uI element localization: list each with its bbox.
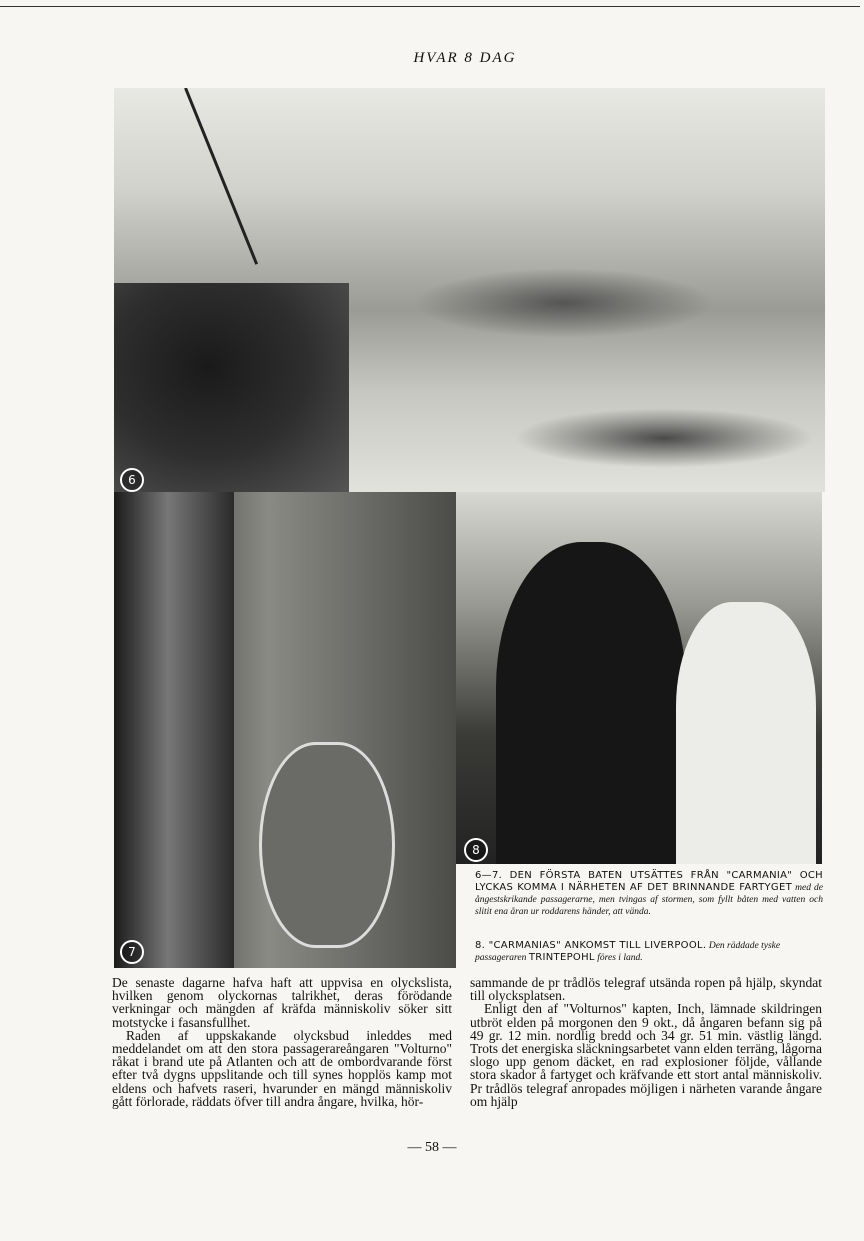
crew-figure — [676, 602, 816, 864]
mast-line — [184, 88, 258, 265]
photo-lifeboat-alongside — [114, 492, 456, 968]
passenger-crowd — [114, 283, 349, 492]
ship-hull — [114, 492, 234, 968]
article-column-right — [470, 976, 822, 1108]
article-column-left — [112, 976, 452, 1108]
caption-caps: TRINTEPOHL — [528, 952, 595, 963]
page-header: HVAR 8 DAG — [413, 50, 517, 66]
passenger-figure — [496, 542, 686, 864]
caption-photo-8 — [475, 940, 823, 964]
caption-caps: 6—7. DEN FÖRSTA BATEN UTSÄTTES FRÅN "CARMANIA" OCH LYCKAS KOMMA I NÄRHETEN AF DET BRINNANDE FARTYGET — [475, 870, 823, 893]
caption-italic: Den räddade tyske passageraren — [475, 941, 781, 963]
page-number: — 58 — — [407, 1140, 457, 1155]
caption-italic: med de ångestskrikande passagerarne, men tvingas af stormen, som fyllt båten med vatten och slitit ena åran ur roddarens händer, att vända. — [475, 883, 823, 917]
lifeboat — [259, 742, 395, 948]
caption-italic: föres i land. — [597, 953, 643, 963]
article-paragraph: De senaste dagarne hafva haft att uppvisa en olyckslista, hvilken genom olyckornas talrikhet, deras förödande verkningar och mängden af kräfda människoliv söker sitt motstycke i fasansfullhet. — [112, 975, 452, 1030]
photo-number-badge: 6 — [120, 468, 144, 492]
article-paragraph: Raden af uppskakande olycksbud inleddes med meddelandet om att den stora passagerareångaren "Volturno" råkat i brand ute på Atlanten och att de ombordvarande först efter två dygns uppslitande och till synes hopplös kamp mot eldens och hafvets raseri, hvarunder en mängd människoliv gått förlorade, räddats öfver till andra ångare, hvilka, hör- — [112, 1027, 452, 1109]
sea-wave — [514, 408, 814, 468]
caption-caps: 8. "CARMANIAS" ANKOMST TILL LIVERPOOL. — [475, 940, 707, 951]
photo-arrival-liverpool — [456, 492, 822, 864]
photo-number-badge: 7 — [120, 940, 144, 964]
article-paragraph: sammande de pr trådlös telegraf utsända ropen på hjälp, skyndat till olycksplatsen. — [470, 975, 822, 1004]
photo-lifeboat-launch — [114, 88, 825, 492]
sea-wave — [414, 268, 714, 338]
article-paragraph: Enligt den af "Volturnos" kapten, Inch, lämnade skildringen utbröt elden på morgonen den 9 okt., då ångaren befann sig på 49 gr. 12 min. nordlig bredd och 34 gr. 51 min. västlig längd. Trots det energiska släckningsarbetet vann elden terräng, lågorna slogo upp genom däcket, en rad explosioner följde, vållande stora skador å fartyget och kräfvande ett stort antal människoliv. Pr trådlös telegraf anropades möjligen i närheten varande ångare om hjälp — [470, 1001, 822, 1109]
caption-photos-6-7 — [475, 870, 823, 918]
top-rule — [0, 6, 860, 7]
photo-number-badge: 8 — [464, 838, 488, 862]
